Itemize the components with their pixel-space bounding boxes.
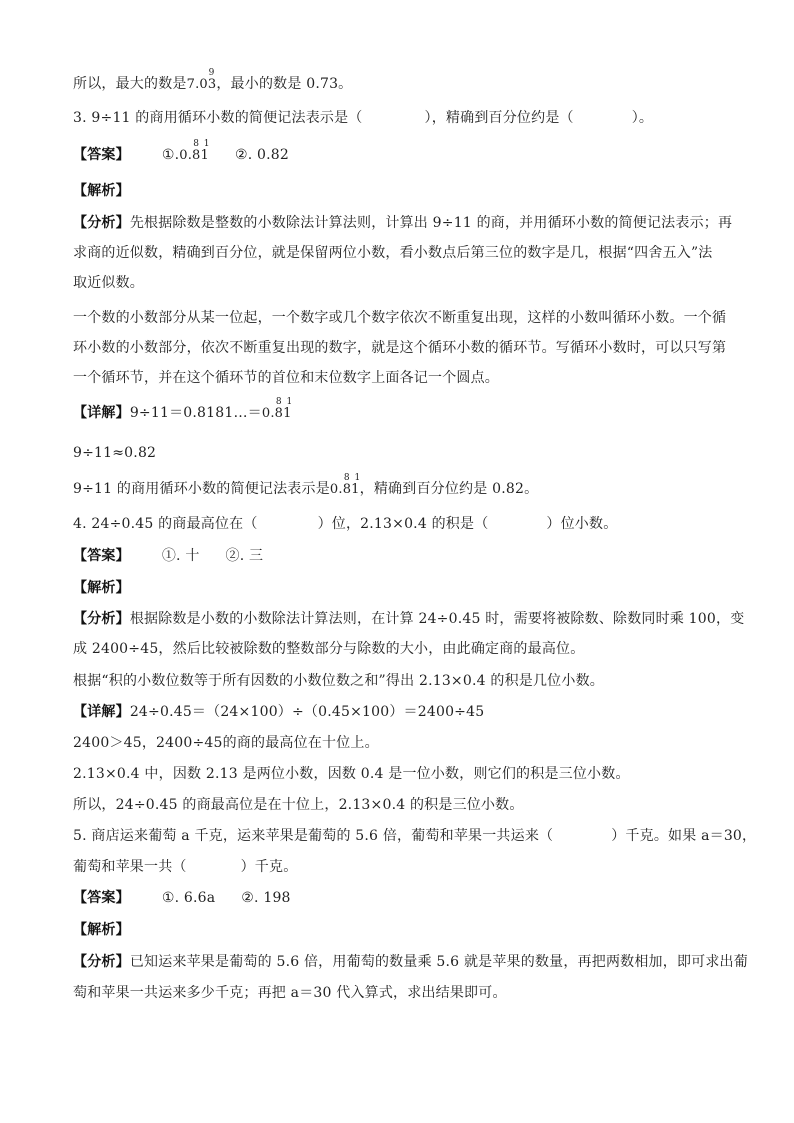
answer-line: 【答案】 ①. 十 ②. 三 [73, 548, 264, 564]
detail-line: 【详解】9÷11＝0.8181…＝ 8 1 0.81 [73, 403, 734, 424]
analysis-heading: 【解析】 [73, 183, 130, 199]
repeat-dots: 9 [208, 68, 216, 78]
analysis-line: 取近似数。 [73, 275, 144, 291]
analysis-line: 【分析】先根据除数是整数的小数除法计算法则，计算出 9÷11 的商，并用循环小数的简便记法表示；再 [73, 215, 733, 231]
definition-line: 环小数的小数部分，依次不断重复出现的数字，就是这个循环小数的循环节。写循环小数时，可以只写第 [73, 340, 727, 356]
answer-label: 【答案】 [73, 147, 130, 163]
analysis-line: 根据“积的小数位数等于所有因数的小数位数之和”得出 2.13×0.4 的积是几位小数。 [73, 673, 604, 689]
analysis-line: 求商的近似数，精确到百分位，就是保留两位小数，看小数点后第三位的数字是几，根据“四舍五入”法 [73, 245, 713, 261]
repeating-decimal: 9 7.03 [187, 75, 217, 95]
analysis-line: 成 2400÷45，然后比较被除数的整数部分与除数的大小，由此确定商的最高位。 [73, 641, 585, 657]
answer-line: 【答案】 ①. 6.6a ②. 198 [73, 890, 291, 906]
definition-line: 一个循环节，并在这个循环节的首位和末位数字上面各记一个圆点。 [73, 370, 499, 386]
detail-line: 9÷11 的商用循环小数的简便记法表示是 8 1 0.81，精确到百分位约是 0.82。 [73, 479, 734, 500]
analysis-line: 【分析】已知运来苹果是葡萄的 5.6 倍，用葡萄的数量乘 5.6 就是苹果的数量，再把两数相加，即可求出葡 [73, 954, 748, 970]
detail-line: 2400＞45，2400÷45的商的最高位在十位上。 [73, 735, 379, 751]
analysis-line: 萄和苹果一共运来多少千克；再把 a＝30 代入算式，求出结果即可。 [73, 985, 507, 1001]
repeating-decimal: 8 1 0.81 [179, 139, 211, 163]
definition-line: 一个数的小数部分从某一位起，一个数字或几个数字依次不断重复出现，这样的小数叫循环小数。一个循 [73, 310, 727, 326]
analysis-line: 【分析】根据除数是小数的小数除法计算法则，在计算 24÷0.45 时，需要将被除数、除数同时乘 100，变 [73, 611, 745, 627]
repeating-decimal: 8 1 0.81 [329, 473, 362, 497]
text: 所以，最大的数是 [73, 76, 187, 92]
detail-line: 9÷11≈0.82 [73, 445, 157, 461]
question-3: 3. 9÷11 的商用循环小数的简便记法表示是（ ），精确到百分位约是（ ）。 [73, 110, 654, 126]
analysis-heading: 【解析】 [73, 580, 130, 596]
question-5: 5. 商店运来葡萄 a 千克，运来苹果是葡萄的 5.6 倍，葡萄和苹果一共运来（ ）千克。如果 a＝30， [73, 828, 757, 844]
repeating-decimal: 8 1 0.81 [261, 397, 294, 421]
question-4: 4. 24÷0.45 的商最高位在（ ）位，2.13×0.4 的积是（ ）位小数。 [73, 516, 618, 532]
text: ，最小的数是 0.73。 [216, 76, 353, 92]
detail-line: 所以，24÷0.45 的商最高位是在十位上，2.13×0.4 的积是三位小数。 [73, 797, 524, 813]
conclusion-line [73, 68, 734, 95]
detail-line: 【详解】24÷0.45＝（24×100）÷（0.45×100）＝2400÷45 [73, 704, 485, 720]
question-5-cont: 葡萄和苹果一共（ ）千克。 [73, 859, 298, 875]
answer-line: 【答案】 ①. 8 1 0.81 ②. 0.82 [73, 145, 734, 166]
detail-line: 2.13×0.4 中，因数 2.13 是两位小数，因数 0.4 是一位小数，则它们的积是三位小数。 [73, 766, 630, 782]
analysis-heading: 【解析】 [73, 922, 130, 938]
